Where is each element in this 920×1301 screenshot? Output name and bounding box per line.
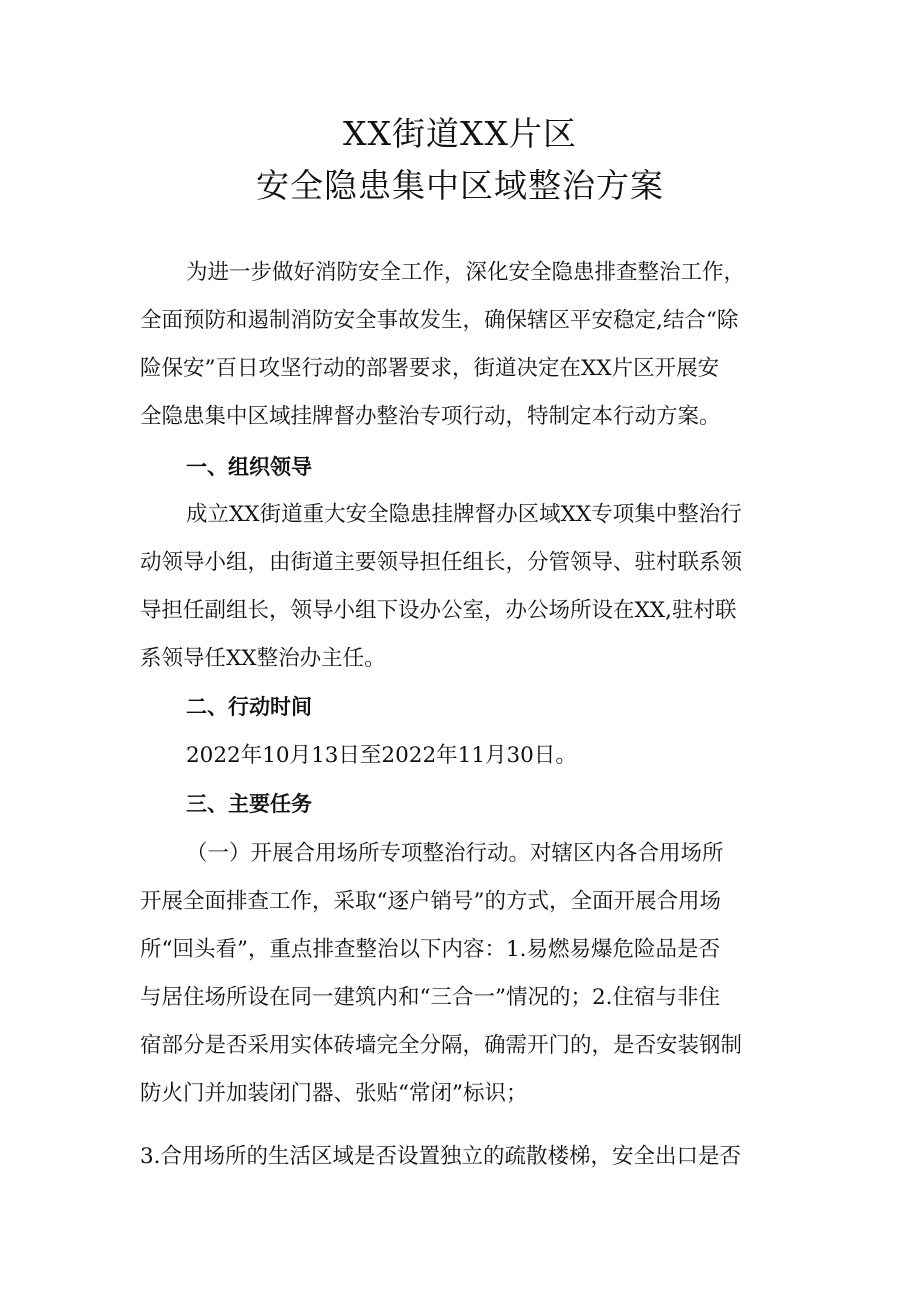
section2-heading: 二、行动时间	[186, 695, 312, 719]
section1-heading: 一、组织领导	[186, 455, 312, 479]
intro-line-4: 全隐患集中区域挂牌督办整治专项行动，特制定本行动方案。	[140, 404, 721, 429]
section2-line-1: 2022年10月13日至2022年11月30日。	[186, 743, 577, 768]
section3-line-3: 所“回头看”，重点排查整治以下内容：1.易燃易爆危险品是否	[140, 937, 720, 962]
section1-line-2: 动领导小组，由街道主要领导担任组长，分管领导、驻村联系领	[140, 550, 743, 575]
section3-line-1: （一）开展合用场所专项整治行动。对辖区内各合用场所	[186, 841, 724, 866]
section1-line-1: 成立XX街道重大安全隐患挂牌督办区域XX专项集中整治行	[186, 502, 742, 527]
section1-line-4: 系领导任XX整治办主任。	[140, 646, 386, 671]
document-title-line2: 安全隐患集中区域整治方案	[256, 166, 664, 205]
section3-line-5: 宿部分是否采用实体砖墙完全分隔，确需开门的，是否安装钢制	[140, 1033, 743, 1058]
section3-line-4: 与居住场所设在同一建筑内和“三合一”情况的；2.住宿与非住	[140, 985, 720, 1010]
document-title-line1: XX街道XX片区	[343, 114, 577, 153]
intro-line-3: 险保安”百日攻坚行动的部署要求，街道决定在XX片区开展安	[140, 356, 720, 381]
section3-line-7: 3.合用场所的生活区域是否设置独立的疏散楼梯，安全出口是否	[140, 1144, 742, 1169]
section3-line-6: 防火门并加装闭门器、张贴“常闭”标识；	[140, 1081, 528, 1106]
section3-heading: 三、主要任务	[186, 792, 312, 816]
intro-line-2: 全面预防和遏制消防安全事故发生，确保辖区平安稳定,结合“除	[140, 308, 739, 333]
section1-line-3: 导担任副组长，领导小组下设办公室，办公场所设在XX,驻村联	[140, 598, 737, 623]
intro-line-1: 为进一步做好消防安全工作，深化安全隐患排查整治工作，	[186, 260, 746, 285]
section3-line-2: 开展全面排查工作，采取“逐户销号”的方式，全面开展合用场	[140, 889, 721, 914]
